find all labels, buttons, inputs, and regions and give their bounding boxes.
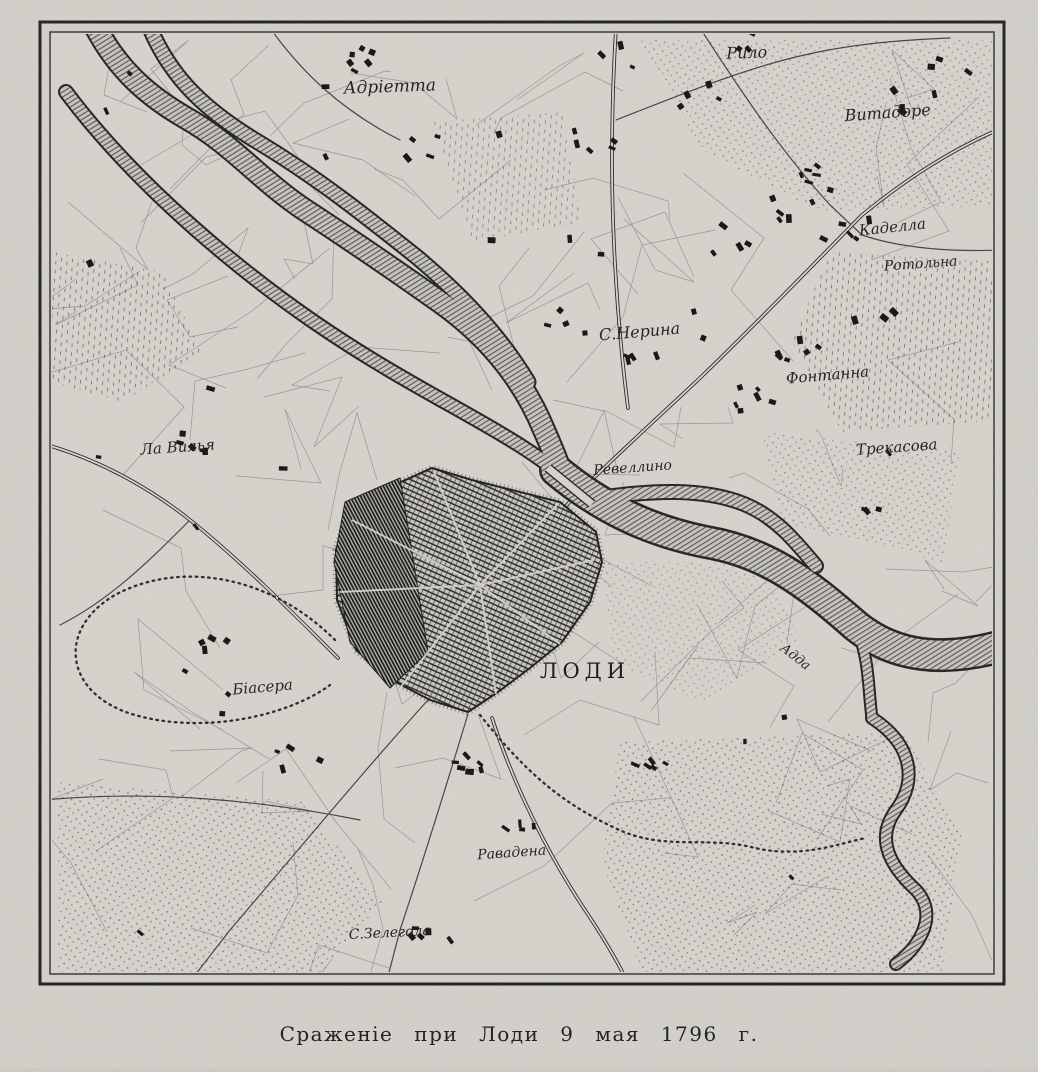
map-caption: Сраженіе при Лоди 9 мая 1796 г. <box>279 1022 759 1046</box>
